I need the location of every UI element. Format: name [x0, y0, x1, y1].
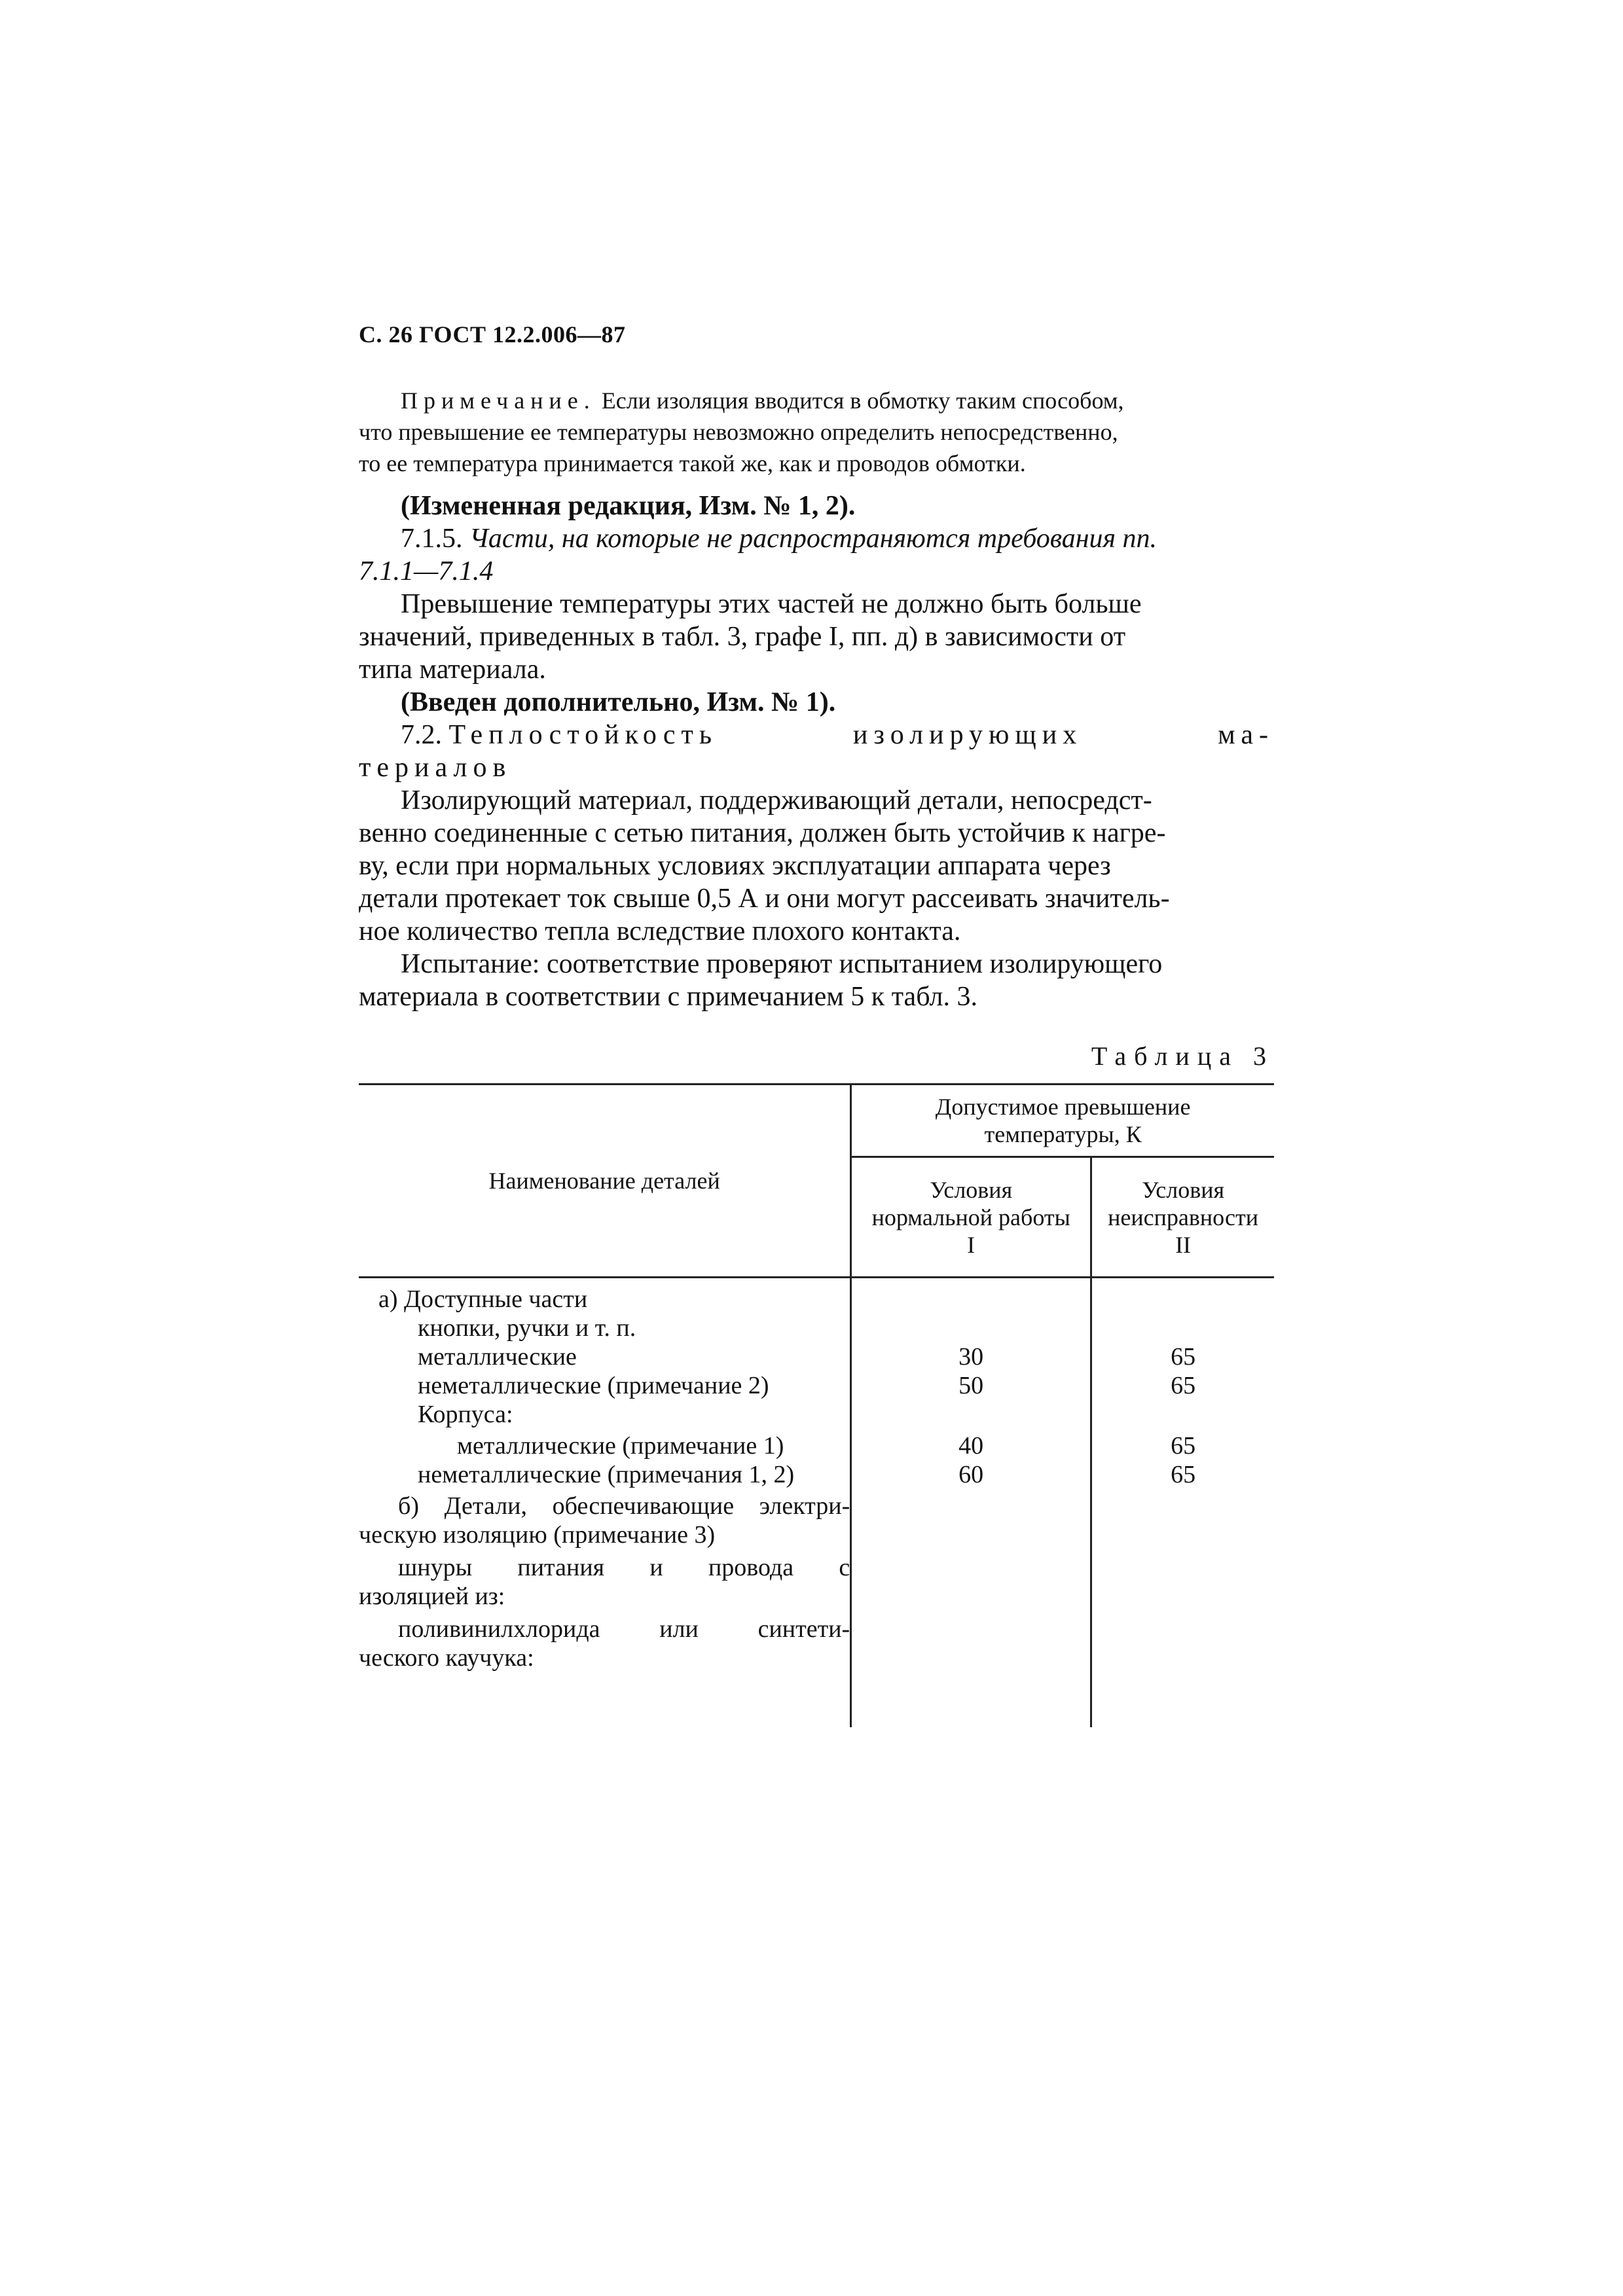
- clause-7-2-title: [359, 719, 1274, 751]
- test-line1: Испытание: соответствие проверяют испытанием изолирующего: [401, 949, 1163, 979]
- clause-7-2-line5: ное количество тепла вследствие плохого контакта.: [359, 916, 961, 946]
- table-body-row: [359, 1278, 1274, 1728]
- row-label-5: металлические (примечание 1): [457, 1432, 784, 1460]
- row-c1-4: [852, 1400, 1090, 1431]
- row-c2-1: [1092, 1314, 1274, 1342]
- row-label-1: кнопки, ручки и т. п.: [418, 1314, 636, 1342]
- note-line-3: то ее температура принимается такой же, как и проводов обмотки.: [359, 450, 1026, 476]
- col-header-fault: Условия неисправности II: [1091, 1157, 1274, 1278]
- table-3: [359, 1083, 1274, 1727]
- row-c1-1: [852, 1314, 1090, 1342]
- row-c1-6: 60: [958, 1461, 984, 1488]
- clause-7-1-5-title-line1: Части, на которые не распространяются требования пп.: [469, 524, 1158, 554]
- row-label-3: неметаллические (примечание 2): [418, 1372, 769, 1399]
- clause-7-2-title-line2: териалов: [359, 753, 512, 783]
- row-label-11: поливинилхлорида или синтети-: [398, 1615, 850, 1643]
- col-header-group: Допустимое превышение температуры, К: [851, 1085, 1274, 1157]
- clause-7-2-line3: ву, если при нормальных условиях эксплуатации аппарата через: [359, 851, 1111, 881]
- row-c2-3: 65: [1171, 1372, 1196, 1399]
- amendment-1: (Измененная редакция, Изм. № 1, 2).: [401, 491, 856, 521]
- table-header-row-1: [359, 1085, 1274, 1157]
- normal-values-column: [851, 1278, 1091, 1728]
- row-label-0: а) Доступные части: [378, 1285, 588, 1313]
- clause-7-2-title-word3: ма-: [1218, 720, 1274, 750]
- clause-7-2-line4: детали протекает ток свыше 0,5 А и они могут рассеивать значитель-: [359, 884, 1170, 914]
- clause-7-2-title-word1: Теплостойкость: [448, 720, 718, 750]
- note-line-2: что превышение ее температуры невозможно определить непосредственно,: [359, 419, 1118, 445]
- col-header-name: Наименование деталей: [359, 1085, 851, 1278]
- note-line-1: [359, 385, 1274, 416]
- note-label: Примечание.: [401, 387, 596, 414]
- row-c1-2: 30: [958, 1343, 984, 1371]
- fault-values-column: [1091, 1278, 1274, 1728]
- row-label-2: металлические: [418, 1343, 577, 1371]
- clause-7-1-5-title-line2: 7.1.1—7.1.4: [359, 556, 494, 586]
- row-c2-0: [1092, 1285, 1274, 1314]
- clause-7-1-5-text-line1: Превышение температуры этих частей не должно быть больше: [401, 589, 1142, 619]
- names-column: [359, 1278, 851, 1728]
- row-label-4: Корпуса:: [418, 1401, 513, 1428]
- clause-7-1-5-title: [359, 522, 1274, 555]
- row-label-6: неметаллические (примечания 1, 2): [418, 1461, 795, 1488]
- row-label-12: ческого каучука:: [359, 1644, 534, 1672]
- row-c1-rest: [852, 1492, 1090, 1727]
- clause-7-2-line1: Изолирующий материал, поддерживающий детали, непосредст-: [401, 785, 1152, 816]
- row-label-9: шнуры питания и провода с: [398, 1554, 850, 1581]
- note-block: [359, 385, 1274, 479]
- note-text-1: Если изоляция вводится в обмотку таким способом,: [595, 387, 1124, 414]
- row-c2-4: [1092, 1400, 1274, 1431]
- row-c2-6: 65: [1171, 1461, 1196, 1488]
- row-label-7: б) Детали, обеспечивающие электри-: [398, 1492, 850, 1520]
- row-c1-3: 50: [958, 1372, 984, 1399]
- row-c1-5: 40: [958, 1432, 984, 1460]
- table-caption: Таблица 3: [1091, 1041, 1274, 1071]
- clause-7-2-line2: венно соединенные с сетью питания, должен быть устойчив к нагре-: [359, 818, 1166, 848]
- page-header: С. 26 ГОСТ 12.2.006—87: [359, 321, 626, 348]
- row-c2-5: 65: [1171, 1432, 1196, 1460]
- row-c2-2: 65: [1171, 1343, 1196, 1371]
- clause-7-1-5-text-line3: типа материала.: [359, 655, 546, 685]
- clause-7-2-title-word2: изолирующих: [852, 720, 1083, 750]
- clause-7-2-number: 7.2.: [401, 720, 449, 750]
- test-line2: материала в соответствии с примечанием 5 к табл. 3.: [359, 982, 977, 1012]
- row-label-8: ческую изоляцию (примечание 3): [359, 1521, 716, 1549]
- col-header-normal: Условия нормальной работы I: [851, 1157, 1091, 1278]
- clause-7-1-5-text-line2: значений, приведенных в табл. 3, графе I, пп. д) в зависимости от: [359, 622, 1126, 652]
- row-label-10: изоляцией из:: [359, 1583, 505, 1610]
- body-text: [359, 490, 1274, 1013]
- row-c1-0: [852, 1285, 1090, 1314]
- clause-7-1-5-number: 7.1.5.: [401, 524, 469, 554]
- amendment-2: (Введен дополнительно, Изм. № 1).: [401, 687, 836, 717]
